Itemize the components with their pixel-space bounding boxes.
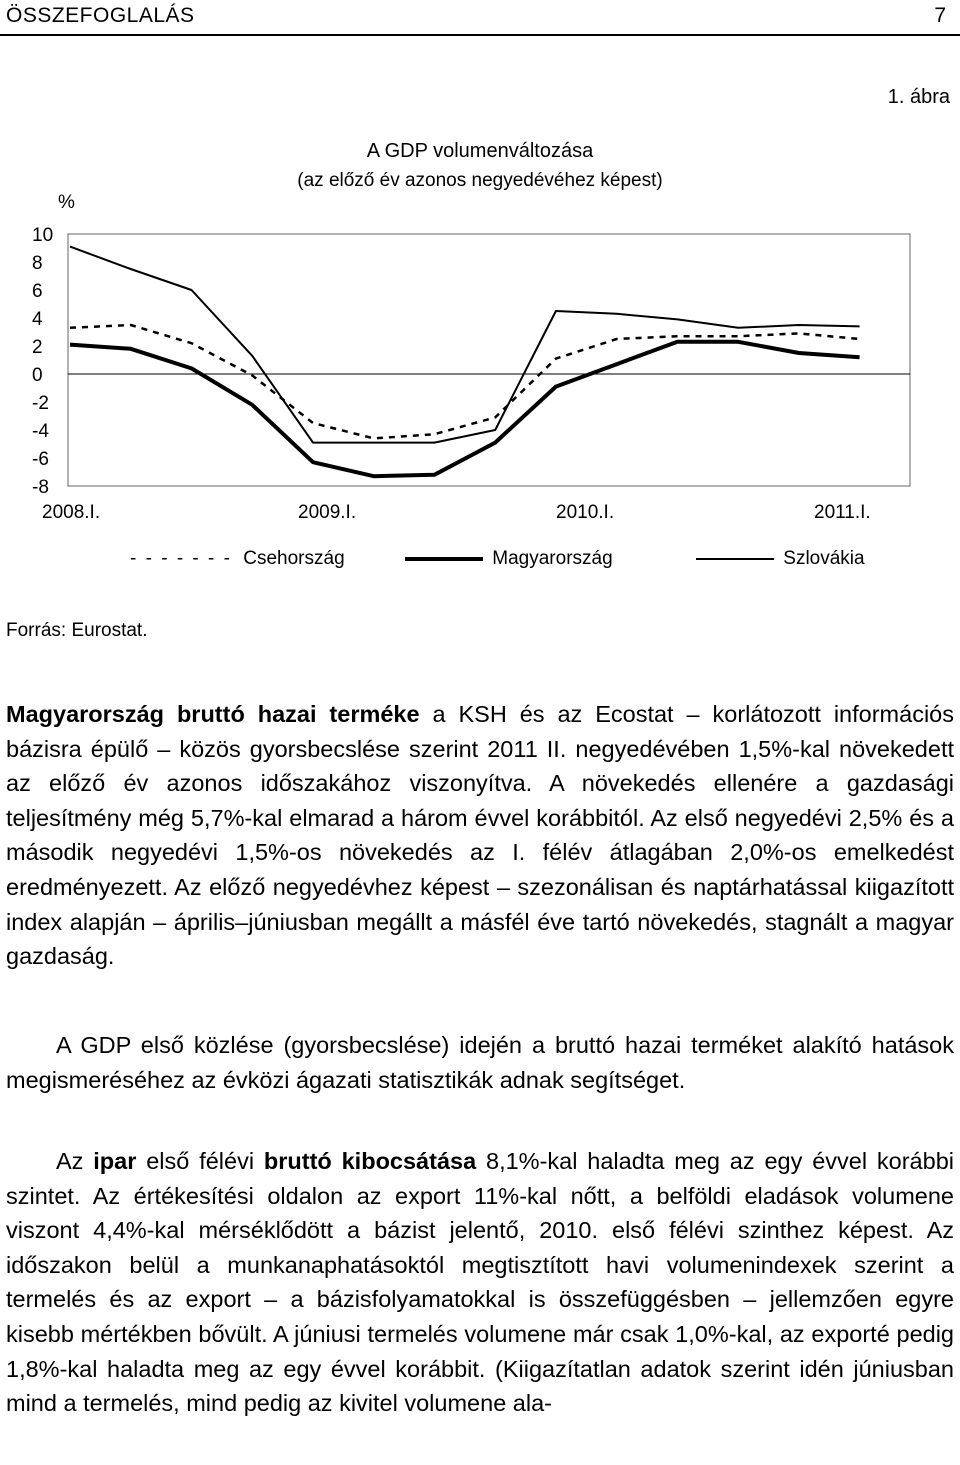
legend-thick-line-marker [405, 557, 483, 561]
x-tick-label: 2008.I. [42, 502, 101, 520]
x-tick-label: 2011.I. [814, 502, 871, 520]
series-line-magyarország [70, 342, 860, 476]
legend-thin-line-marker [696, 558, 774, 560]
series-line-szlovákia [70, 247, 860, 443]
x-tick-label: 2009.I. [298, 502, 357, 520]
figure-source: Forrás: Eurostat. [6, 620, 148, 641]
y-tick-label: 2 [32, 337, 43, 358]
para3-seg0: Az [56, 1148, 94, 1174]
y-tick-label: -2 [32, 393, 49, 414]
section-title: ÖSSZEFOGLALÁS [6, 4, 195, 27]
y-tick-label: -8 [32, 477, 49, 498]
paragraph-gdp [6, 697, 954, 974]
y-tick-label: 0 [32, 365, 43, 386]
plot-frame [68, 234, 910, 486]
x-tick-label: 2010.I. [556, 502, 615, 520]
legend-item-magyarorszag [405, 548, 613, 570]
page-number: 7 [934, 4, 946, 27]
y-axis-unit-label: % [58, 192, 75, 213]
para1-seg1: a KSH és az Ecostat – korlátozott információs bázisra épülő – közös gyorsbecslése szerint 2011 II. negyedévében 1,5%-kal növekedett az előző év azonos időszakához viszonyítva. A növekedés ellenére a gazdasági teljesítmény még 5,7%-kal elmarad a három évvel korábbitól. Az első negyedévi 2,5% és a második negyedévi 1,5%-os növekedés az I. félév átlagában 2,0%-os emelkedést eredményezett. Az előző negyedévhez képest – szezonálisan és naptárhatással kiigazított index alapján – április–júniusban megállt a másfél éve tartó növekedés, stagnált a magyar gazdaság. [6, 701, 954, 970]
y-tick-label: 10 [32, 225, 54, 246]
legend-dash-marker: - - - - - - - [130, 548, 232, 569]
y-tick-label: -4 [32, 421, 49, 442]
figure-number: 1. ábra [887, 86, 950, 108]
page-header [0, 0, 960, 36]
para3-seg1: ipar [93, 1148, 137, 1174]
para2-seg0: A GDP első közlése (gyorsbecslése) idején a bruttó hazai terméket alakító hatások megismeréséhez az évközi ágazati statisztikák adnak segítséget. [6, 1032, 954, 1093]
para3-seg2: első félévi [136, 1148, 264, 1174]
legend-item-szlovakia [696, 548, 865, 570]
y-tick-label: 4 [32, 309, 43, 330]
y-tick-label: 6 [32, 281, 43, 302]
paragraph-statistics [6, 1028, 954, 1097]
y-tick-label: -6 [32, 449, 49, 470]
legend-label-csehorszag: Csehország [243, 548, 345, 569]
legend-label-szlovakia: Szlovákia [783, 548, 865, 569]
para1-seg0: Magyarország bruttó hazai terméke [6, 701, 420, 727]
chart-legend [0, 548, 960, 576]
paragraph-industry [6, 1144, 954, 1421]
para3-seg3: bruttó kibocsátása [263, 1148, 477, 1174]
gdp-line-chart [0, 180, 960, 520]
legend-item-csehorszag [130, 548, 345, 570]
chart-subtitle: (az előző év azonos negyedévéhez képest) [297, 170, 663, 191]
legend-label-magyarorszag: Magyarország [492, 548, 613, 569]
para3-seg4: 8,1%-kal haladta meg az egy évvel korábbi szintet. Az értékesítési oldalon az export 11%-kal nőtt, a belföldi eladások volumene viszont 4,4%-kal mérséklődött a bázist jelentő, 2010. első félévi szinthez képest. Az időszakon belül a munkanaphatásoktól megtisztított havi volumenindexek szerint a termelés és az export – a bázisfolyamatokkal is összefüggésben – jellemzően egyre kisebb mértékben bővült. A júniusi termelés volumene már csak 1,0%-kal, az exporté pedig 1,8%-kal haladta meg az egy évvel korábbit. (Kiigazítatlan adatok szerint idén júniusban mind a termelés, mind pedig az kivitel volumene ala- [6, 1148, 954, 1417]
y-tick-label: 8 [32, 253, 43, 274]
chart-title: A GDP volumenváltozása [366, 140, 594, 162]
